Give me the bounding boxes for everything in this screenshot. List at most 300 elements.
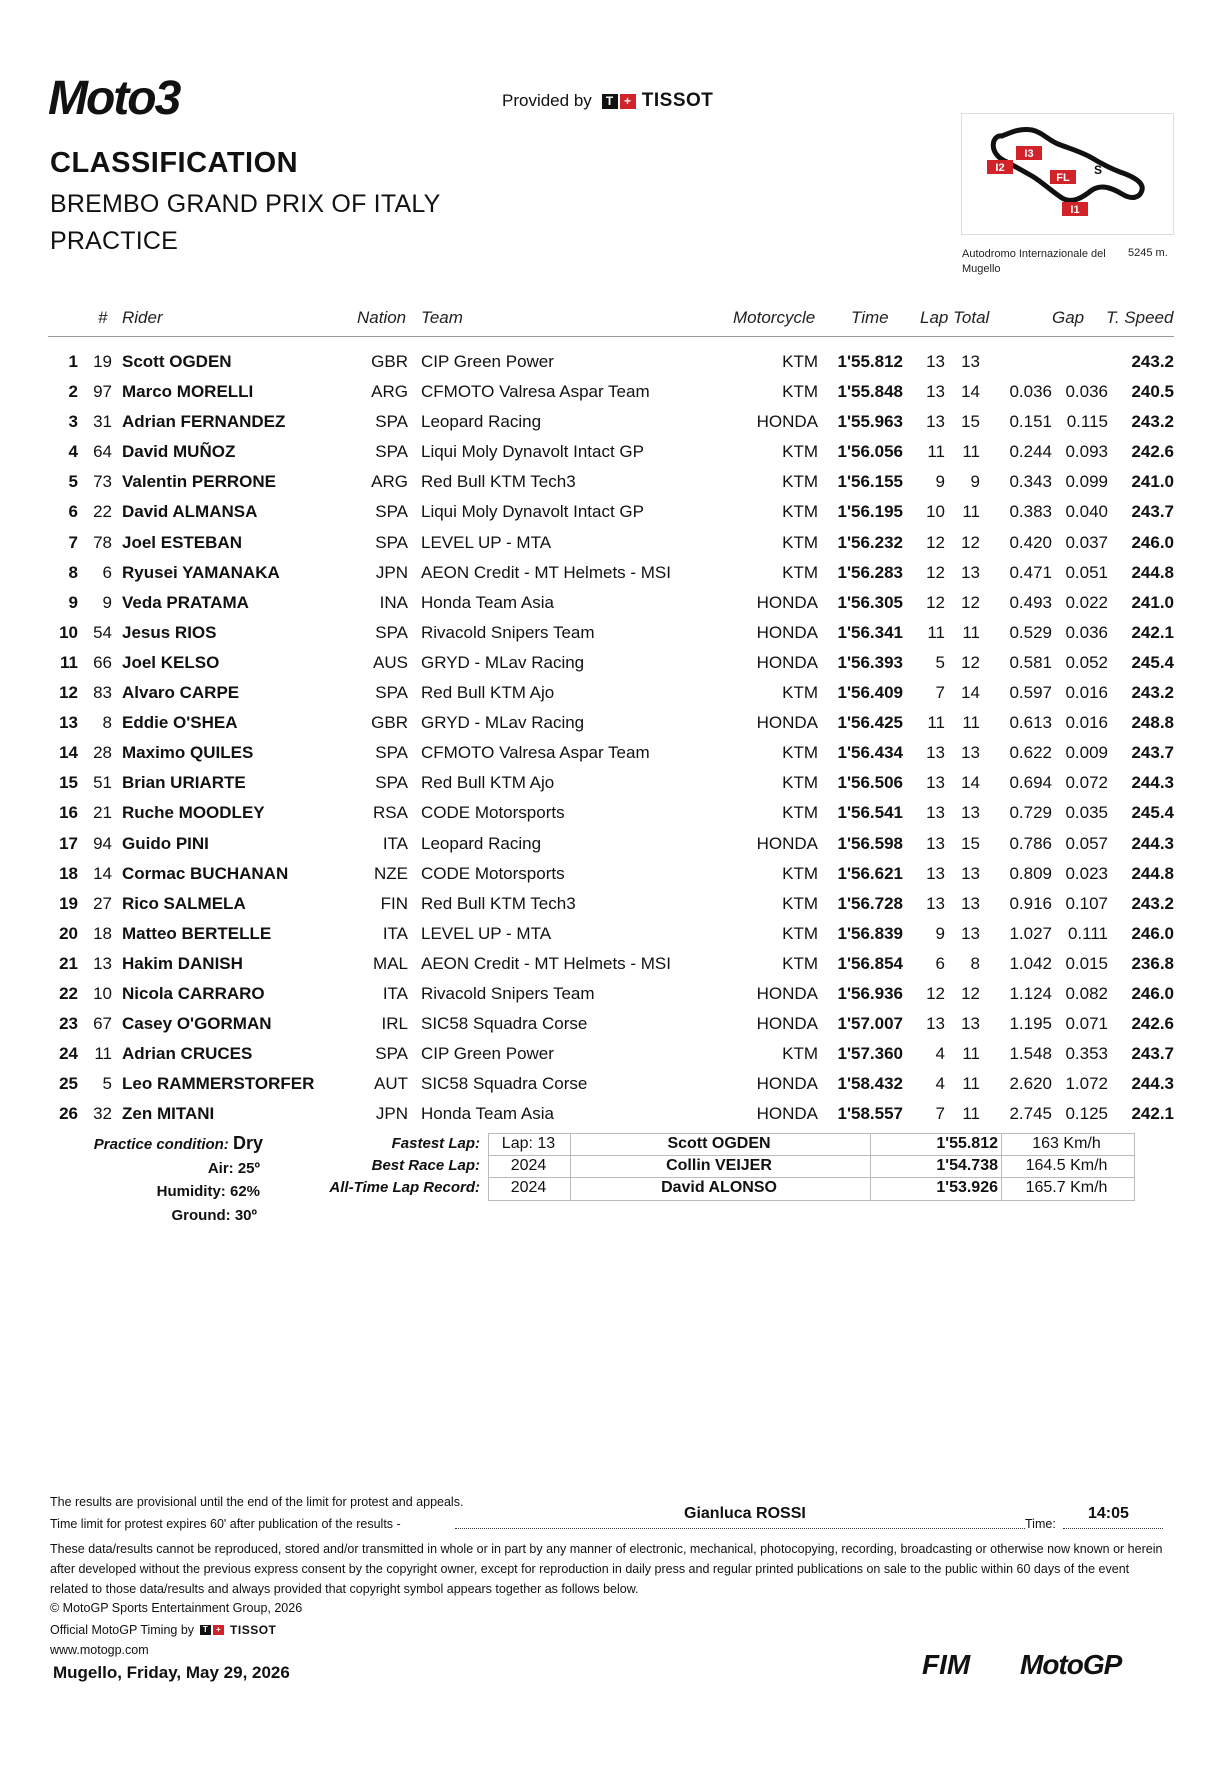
gap-cell: 0.151 [1009, 412, 1052, 432]
motorcycle-cell: HONDA [756, 1104, 818, 1124]
table-row [48, 710, 1174, 740]
team-cell: Honda Team Asia [421, 1104, 554, 1124]
number-cell: 78 [93, 532, 112, 552]
nation-cell: GBR [371, 713, 408, 733]
motogp-logo [1020, 1648, 1170, 1683]
gap-cell: 0.343 [1009, 472, 1052, 492]
speed-cell: 244.3 [1131, 1074, 1174, 1094]
number-cell: 97 [93, 382, 112, 402]
motorcycle-cell: KTM [782, 472, 818, 492]
time-cell: 1'58.557 [837, 1104, 903, 1124]
position-cell: 7 [68, 532, 78, 552]
col-header-number: # [98, 308, 108, 327]
team-cell: Red Bull KTM Tech3 [421, 893, 576, 913]
lap-cell: 9 [935, 472, 945, 492]
position-cell: 21 [59, 953, 78, 973]
gap-cell: 0.036 [1009, 382, 1052, 402]
team-cell: Red Bull KTM Ajo [421, 683, 555, 703]
number-cell: 94 [93, 833, 112, 853]
time-line [1063, 1528, 1163, 1529]
total-cell: 11 [962, 1104, 980, 1124]
tissot-logo-text: TISSOT [641, 90, 714, 111]
motorcycle-cell: HONDA [756, 412, 818, 432]
motorcycle-cell: KTM [782, 352, 818, 371]
gap-prev-cell: 0.099 [1065, 472, 1108, 492]
team-cell: Leopard Racing [421, 833, 542, 853]
number-cell: 83 [93, 683, 112, 703]
speed-cell: 243.2 [1131, 683, 1174, 703]
provided-by [502, 90, 713, 112]
gap-prev-cell: 0.115 [1066, 412, 1108, 432]
nation-cell: JPN [375, 1104, 408, 1124]
table-row [48, 1041, 1174, 1071]
time-cell: 1'56.541 [837, 803, 903, 823]
team-cell: Honda Team Asia [421, 592, 554, 612]
lap-cell: 13 [926, 833, 945, 853]
number-cell: 6 [102, 562, 112, 582]
table-row [48, 1071, 1174, 1101]
gap-cell: 1.548 [1009, 1044, 1052, 1064]
position-cell: 16 [59, 803, 78, 823]
sector-label-s: S [1093, 163, 1103, 177]
lap-cell: 13 [926, 863, 945, 883]
position-cell: 11 [60, 652, 78, 672]
time-cell: 1'56.936 [837, 983, 903, 1003]
position-cell: 9 [68, 592, 78, 612]
moto3-logo [48, 72, 288, 122]
official-timing-label: Official MotoGP Timing by [50, 1623, 195, 1637]
rider-cell: Rico SALMELA [122, 893, 246, 913]
speed-cell: 244.8 [1131, 562, 1174, 582]
gap-prev-cell: 0.125 [1065, 1104, 1108, 1124]
speed-cell: 246.0 [1131, 923, 1174, 943]
col-header-gap: Gap [1052, 308, 1085, 327]
lap-cell: 4 [935, 1074, 945, 1094]
team-cell: AEON Credit - MT Helmets - MSI [421, 953, 671, 973]
speed-cell: 243.7 [1131, 1044, 1174, 1064]
speed-cell: 242.1 [1131, 1104, 1174, 1124]
team-cell: Liqui Moly Dynavolt Intact GP [421, 502, 644, 522]
place-date: Mugello, Friday, May 29, 2026 [53, 1663, 290, 1682]
gap-cell: 0.581 [1009, 652, 1052, 672]
team-cell: LEVEL UP - MTA [421, 532, 552, 552]
table-row [48, 800, 1174, 830]
time-cell: 1'56.425 [837, 713, 903, 733]
table-row [48, 951, 1174, 981]
time-cell: 1'57.360 [837, 1044, 903, 1064]
number-cell: 8 [102, 713, 112, 733]
number-cell: 5 [102, 1074, 112, 1094]
fim-logo-text: FIM [922, 1649, 971, 1678]
motorcycle-cell: KTM [782, 743, 818, 763]
number-cell: 14 [93, 863, 112, 883]
tissot-logo [602, 90, 714, 112]
total-cell: 11 [962, 1074, 980, 1094]
event-name: BREMBO GRAND PRIX OF ITALY [50, 190, 441, 218]
team-cell: Rivacold Snipers Team [421, 622, 595, 642]
total-cell: 13 [961, 893, 980, 913]
total-cell: 14 [961, 773, 980, 793]
sector-label-fl: FL [1056, 172, 1070, 184]
lap-cell: 12 [926, 592, 945, 612]
time-cell: 1'56.506 [837, 773, 903, 793]
motorcycle-cell: HONDA [756, 1014, 818, 1034]
position-cell: 14 [59, 743, 78, 763]
record-rider-cell: David ALONSO [661, 1179, 777, 1196]
col-header-speed: T. Speed [1106, 308, 1174, 327]
lap-cell: 6 [935, 953, 945, 973]
time-cell: 1'56.393 [837, 652, 903, 672]
total-cell: 12 [961, 592, 980, 612]
table-row [48, 831, 1174, 861]
gap-prev-cell: 0.072 [1065, 773, 1108, 793]
gap-prev-cell: 0.052 [1065, 652, 1108, 672]
table-row [48, 409, 1174, 439]
official-name: Gianluca ROSSI [684, 1505, 806, 1522]
team-cell: CODE Motorsports [421, 863, 565, 883]
team-cell: CIP Green Power [421, 352, 554, 371]
total-cell: 11 [962, 502, 980, 522]
speed-cell: 244.3 [1131, 833, 1174, 853]
motorcycle-cell: KTM [782, 863, 818, 883]
gap-cell: 0.420 [1009, 532, 1052, 552]
time-cell: 1'56.056 [837, 442, 903, 462]
motorcycle-cell: KTM [782, 683, 818, 703]
number-cell: 64 [93, 442, 112, 462]
position-cell: 20 [59, 923, 78, 943]
record-lap-cell: 2024 [510, 1179, 547, 1196]
number-cell: 21 [93, 803, 112, 823]
moto3-logo-text: Moto3 [48, 72, 180, 122]
total-cell: 12 [961, 532, 980, 552]
nation-cell: FIN [380, 893, 408, 913]
record-time-cell: 1'54.738 [936, 1157, 998, 1174]
total-cell: 14 [961, 683, 980, 703]
col-header-time: Time [851, 308, 889, 327]
table-header [48, 308, 1174, 337]
time-cell: 1'56.434 [837, 743, 903, 763]
team-cell: Liqui Moly Dynavolt Intact GP [421, 442, 644, 462]
table-row [48, 891, 1174, 921]
time-cell: 1'58.432 [837, 1074, 903, 1094]
position-cell: 25 [59, 1074, 78, 1094]
record-speed-cell: 164.5 Km/h [1025, 1157, 1108, 1174]
ground-temp: Ground: 30º [171, 1207, 257, 1224]
lap-cell: 9 [935, 923, 945, 943]
copyright-paragraph: These data/results cannot be reproduced, stored and/or transmitted in whole or in part by any manner of electronic, mechanical, photocopying, recording, broadcasting or otherwise now known or herein after developed without the previous express consent by the copyright owner, except for reproduction in daily press and regular printed publications on sale to the public within 60 days of the event related to those data/results and always provided that copyright symbol appears together as follows below. [50, 1542, 1163, 1596]
motorcycle-cell: KTM [782, 923, 818, 943]
motorcycle-cell: KTM [782, 382, 818, 402]
number-cell: 54 [93, 622, 112, 642]
gap-cell: 0.809 [1009, 863, 1052, 883]
speed-cell: 243.2 [1131, 412, 1174, 432]
rider-cell: Adrian CRUCES [122, 1044, 253, 1064]
position-cell: 4 [68, 442, 78, 462]
motorcycle-cell: KTM [782, 1044, 818, 1064]
track-map [961, 113, 1174, 235]
rider-cell: Jesus RIOS [122, 622, 217, 642]
total-cell: 13 [961, 923, 980, 943]
number-cell: 11 [94, 1044, 112, 1064]
nation-cell: SPA [375, 442, 408, 462]
motorcycle-cell: HONDA [756, 983, 818, 1003]
gap-prev-cell: 1.072 [1065, 1074, 1108, 1094]
gap-prev-cell: 0.082 [1065, 983, 1108, 1003]
number-cell: 67 [93, 1014, 112, 1034]
lap-cell: 13 [926, 893, 945, 913]
practice-condition-label: Practice condition: [93, 1136, 229, 1153]
team-cell: CFMOTO Valresa Aspar Team [421, 382, 650, 402]
motorcycle-cell: KTM [782, 562, 818, 582]
nation-cell: SPA [375, 502, 408, 522]
total-cell: 11 [962, 1044, 980, 1064]
lap-cell: 13 [926, 743, 945, 763]
motorcycle-cell: KTM [782, 953, 818, 973]
website-link[interactable]: www.motogp.com [50, 1643, 149, 1657]
team-cell: Red Bull KTM Tech3 [421, 472, 576, 492]
nation-cell: ARG [371, 472, 408, 492]
nation-cell: AUS [373, 652, 408, 672]
team-cell: LEVEL UP - MTA [421, 923, 552, 943]
gap-prev-cell: 0.107 [1065, 893, 1108, 913]
lap-cell: 13 [926, 803, 945, 823]
rider-cell: Joel KELSO [122, 652, 220, 672]
time-cell: 1'56.195 [837, 502, 903, 522]
nation-cell: ITA [382, 983, 408, 1003]
number-cell: 28 [93, 743, 112, 763]
speed-cell: 243.2 [1131, 352, 1174, 371]
speed-cell: 243.7 [1131, 743, 1174, 763]
record-time-cell: 1'55.812 [936, 1135, 998, 1152]
protest-limit-note: Time limit for protest expires 60' after publication of the results - [50, 1517, 401, 1531]
time-cell: 1'55.963 [837, 412, 903, 432]
rider-cell: Zen MITANI [122, 1104, 215, 1124]
table-row [48, 981, 1174, 1011]
time-cell: 1'56.283 [837, 562, 903, 582]
nation-cell: SPA [375, 743, 408, 763]
humidity: Humidity: 62% [156, 1183, 260, 1200]
gap-cell: 0.529 [1009, 622, 1052, 642]
rider-cell: Scott OGDEN [122, 352, 232, 371]
nation-cell: SPA [375, 622, 408, 642]
record-speed-cell: 165.7 Km/h [1025, 1179, 1108, 1196]
speed-cell: 244.3 [1131, 773, 1174, 793]
rider-cell: Maximo QUILES [122, 743, 254, 763]
gap-prev-cell: 0.015 [1065, 953, 1108, 973]
position-cell: 22 [59, 983, 78, 1003]
position-cell: 23 [59, 1014, 78, 1034]
total-cell: 13 [961, 1014, 980, 1034]
gap-cell: 0.383 [1009, 502, 1052, 522]
gap-cell: 0.622 [1009, 743, 1052, 763]
table-row [48, 590, 1174, 620]
total-cell: 11 [962, 713, 980, 733]
position-cell: 10 [59, 622, 78, 642]
nation-cell: SPA [375, 1044, 408, 1064]
rider-cell: Adrian FERNANDEZ [122, 412, 286, 432]
speed-cell: 245.4 [1131, 652, 1174, 672]
time-cell: 1'56.341 [837, 622, 903, 642]
table-row [48, 680, 1174, 710]
gap-cell: 1.124 [1009, 983, 1052, 1003]
gap-prev-cell: 0.037 [1065, 532, 1108, 552]
number-cell: 19 [93, 352, 112, 371]
fim-logo [922, 1648, 1002, 1683]
time-cell: 1'56.305 [837, 592, 903, 612]
sector-label-i3: I3 [1024, 148, 1034, 160]
position-cell: 12 [59, 683, 78, 703]
record-row [329, 1177, 1133, 1199]
gap-cell: 0.244 [1009, 442, 1052, 462]
time-cell: 1'56.839 [837, 923, 903, 943]
rider-cell: Joel ESTEBAN [122, 532, 242, 552]
position-cell: 8 [68, 562, 78, 582]
gap-cell: 1.195 [1009, 1014, 1052, 1034]
speed-cell: 240.5 [1131, 382, 1174, 402]
time-cell: 1'55.848 [837, 382, 903, 402]
table-row [48, 530, 1174, 560]
rider-cell: Ryusei YAMANAKA [122, 562, 280, 582]
gap-prev-cell: 0.093 [1065, 442, 1108, 462]
gap-prev-cell: 0.057 [1065, 833, 1108, 853]
total-cell: 13 [961, 863, 980, 883]
table-row [48, 620, 1174, 650]
gap-cell: 2.620 [1009, 1074, 1052, 1094]
total-cell: 13 [961, 743, 980, 763]
nation-cell: ARG [371, 382, 408, 402]
motorcycle-cell: HONDA [756, 833, 818, 853]
gap-cell: 0.694 [1009, 773, 1052, 793]
speed-cell: 244.8 [1131, 863, 1174, 883]
nation-cell: AUT [374, 1074, 408, 1094]
session-name: PRACTICE [50, 227, 179, 255]
lap-cell: 13 [926, 352, 945, 371]
col-header-lap-total: Lap Total [920, 308, 990, 327]
team-cell: Red Bull KTM Ajo [421, 773, 555, 793]
motorcycle-cell: KTM [782, 532, 818, 552]
position-cell: 19 [59, 893, 78, 913]
motorcycle-cell: HONDA [756, 652, 818, 672]
table-row [48, 379, 1174, 409]
rider-cell: Eddie O'SHEA [122, 713, 238, 733]
signature-line [455, 1528, 1025, 1529]
position-cell: 1 [68, 352, 78, 371]
number-cell: 22 [93, 502, 112, 522]
time-cell: 1'56.854 [837, 953, 903, 973]
record-rider-cell: Collin VEIJER [666, 1157, 772, 1174]
lap-cell: 4 [935, 1044, 945, 1064]
speed-cell: 248.8 [1131, 713, 1174, 733]
speed-cell: 242.6 [1131, 1014, 1174, 1034]
gap-cell: 0.613 [1009, 713, 1052, 733]
record-speed-cell: 163 Km/h [1032, 1135, 1101, 1152]
col-header-team: Team [421, 308, 463, 327]
time-value: 14:05 [1088, 1505, 1129, 1522]
number-cell: 32 [93, 1104, 112, 1124]
time-cell: 1'56.598 [837, 833, 903, 853]
timing-tissot-text: TISSOT [230, 1623, 277, 1637]
speed-cell: 243.2 [1131, 893, 1174, 913]
records-body [329, 1133, 1133, 1199]
table-row [48, 469, 1174, 499]
table-row [48, 439, 1174, 469]
gap-cell: 0.916 [1009, 893, 1052, 913]
motorcycle-cell: KTM [782, 803, 818, 823]
total-cell: 8 [970, 953, 980, 973]
nation-cell: JPN [375, 562, 408, 582]
team-cell: Leopard Racing [421, 412, 542, 432]
lap-cell: 12 [926, 562, 945, 582]
speed-cell: 245.4 [1131, 803, 1174, 823]
table-row [48, 740, 1174, 770]
gap-cell: 0.786 [1009, 833, 1052, 853]
rider-cell: Alvaro CARPE [122, 683, 240, 703]
practice-condition [83, 1133, 263, 1154]
time-cell: 1'57.007 [837, 1014, 903, 1034]
lap-cell: 13 [926, 382, 945, 402]
track-map-icon [962, 114, 1173, 234]
record-row [391, 1133, 1133, 1155]
nation-cell: MAL [373, 953, 408, 973]
gap-prev-cell: 0.111 [1067, 923, 1108, 943]
rider-cell: Cormac BUCHANAN [122, 863, 289, 883]
total-cell: 15 [961, 412, 980, 432]
record-label: Best Race Lap: [371, 1157, 480, 1174]
record-lap-cell: 2024 [510, 1157, 547, 1174]
team-cell: GRYD - MLav Racing [421, 713, 585, 733]
motorcycle-cell: KTM [782, 773, 818, 793]
lap-cell: 11 [927, 442, 945, 462]
record-row [371, 1155, 1133, 1177]
nation-cell: SPA [375, 773, 408, 793]
gap-prev-cell: 0.022 [1065, 592, 1108, 612]
motorcycle-cell: HONDA [756, 622, 818, 642]
time-cell: 1'56.232 [837, 532, 903, 552]
gap-cell: 0.729 [1009, 803, 1052, 823]
timing-tissot-logo [200, 1623, 276, 1637]
position-cell: 5 [68, 472, 78, 492]
track-name: Autodromo Internazionale del Mugello [962, 248, 1106, 275]
gap-prev-cell: 0.023 [1065, 863, 1108, 883]
provided-by-label: Provided by [502, 91, 592, 110]
record-time-cell: 1'53.926 [936, 1179, 998, 1196]
motorcycle-cell: HONDA [756, 592, 818, 612]
rider-cell: David ALMANSA [122, 502, 258, 522]
gap-cell: 0.597 [1009, 683, 1052, 703]
speed-cell: 241.0 [1131, 592, 1174, 612]
lap-cell: 10 [926, 502, 945, 522]
sector-label-i1: I1 [1070, 204, 1080, 216]
nation-cell: RSA [373, 803, 408, 823]
motogp-logo-text: MotoGP [1020, 1649, 1122, 1678]
number-cell: 27 [93, 893, 112, 913]
total-cell: 12 [961, 652, 980, 672]
gap-cell: 2.745 [1009, 1104, 1052, 1124]
number-cell: 9 [102, 592, 112, 612]
gap-cell: 0.471 [1009, 562, 1052, 582]
nation-cell: IRL [381, 1014, 408, 1034]
motorcycle-cell: KTM [782, 442, 818, 462]
rider-cell: Valentin PERRONE [122, 472, 276, 492]
gap-cell: 1.027 [1009, 923, 1052, 943]
nation-cell: INA [379, 592, 408, 612]
gap-prev-cell: 0.009 [1065, 743, 1108, 763]
gap-prev-cell: 0.040 [1065, 502, 1108, 522]
team-cell: AEON Credit - MT Helmets - MSI [421, 562, 671, 582]
position-cell: 17 [59, 833, 78, 853]
speed-cell: 242.6 [1131, 442, 1174, 462]
total-cell: 14 [961, 382, 980, 402]
